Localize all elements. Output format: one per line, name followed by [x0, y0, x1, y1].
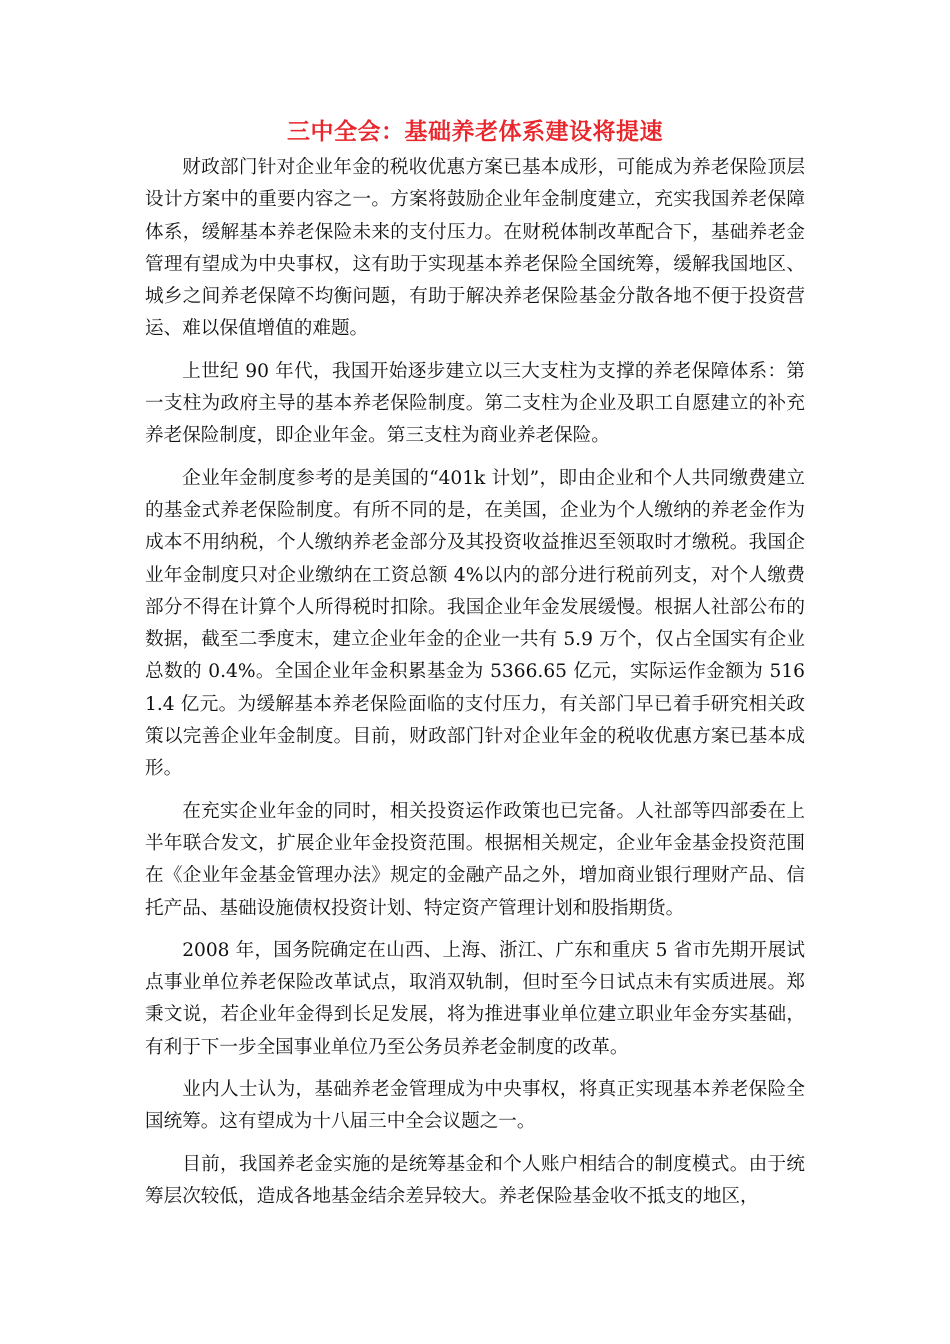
article-title: 三中全会：基础养老体系建设将提速	[287, 119, 663, 145]
paragraph-2: 上世纪 90 年代，我国开始逐步建立以三大支柱为支撑的养老保障体系：第一支柱为政府主导的基本养老保险制度。第二支柱为企业及职工自愿建立的补充养老保险制度，即企业年金。第三支柱为商业养老保险。	[145, 360, 805, 447]
article-body	[145, 112, 805, 1223]
paragraph-3: 企业年金制度参考的是美国的“401k 计划”，即由企业和个人共同缴费建立的基金式养老保险制度。有所不同的是，在美国，企业为个人缴纳的养老金作为成本不用纳税，个人缴纳养老金部分及其投资收益推迟至领取时才缴税。我国企业年金制度只对企业缴纳在工资总额 4%以内的部分进行税前列支，对个人缴费部分不得在计算个人所得税时扣除。我国企业年金发展缓慢。根据人社部公布的数据，截至二季度末，建立企业年金的企业一共有 5.9 万个，仅占全国实有企业总数的 0.4%。全国企业年金积累基金为 5366.65 亿元，实际运作金额为 5161.4 亿元。为缓解基本养老保险面临的支付压力，有关部门早已着手研究相关政策以完善企业年金制度。目前，财政部门针对企业年金的税收优惠方案已基本成形。	[145, 467, 805, 780]
paragraph-1: 财政部门针对企业年金的税收优惠方案已基本成形，可能成为养老保险顶层设计方案中的重要内容之一。方案将鼓励企业年金制度建立，充实我国养老保障体系，缓解基本养老保险未来的支付压力。在财税体制改革配合下，基础养老金管理有望成为中央事权，这有助于实现基本养老保险全国统筹，缓解我国地区、城乡之间养老保障不均衡问题，有助于解决养老保险基金分散各地不便于投资营运、难以保值增值的难题。	[145, 157, 805, 340]
paragraph-6: 业内人士认为，基础养老金管理成为中央事权，将真正实现基本养老保险全国统筹。这有望成为十八届三中全会议题之一。	[145, 1079, 805, 1133]
paragraph-4: 在充实企业年金的同时，相关投资运作政策也已完备。人社部等四部委在上半年联合发文，扩展企业年金投资范围。根据相关规定，企业年金基金投资范围在《企业年金基金管理办法》规定的金融产品之外，增加商业银行理财产品、信托产品、基础设施债权投资计划、特定资产管理计划和股指期货。	[145, 800, 805, 919]
paragraph-5: 2008 年，国务院确定在山西、上海、浙江、广东和重庆 5 省市先期开展试点事业单位养老保险改革试点，取消双轨制，但时至今日试点未有实质进展。郑秉文说，若企业年金得到长足发展，将为推进事业单位建立职业年金夯实基础，有利于下一步全国事业单位乃至公务员养老金制度的改革。	[145, 939, 805, 1058]
paragraph-7: 目前，我国养老金实施的是统筹基金和个人账户相结合的制度模式。由于统筹层次较低，造成各地基金结余差异较大。养老保险基金收不抵支的地区，	[145, 1153, 805, 1207]
